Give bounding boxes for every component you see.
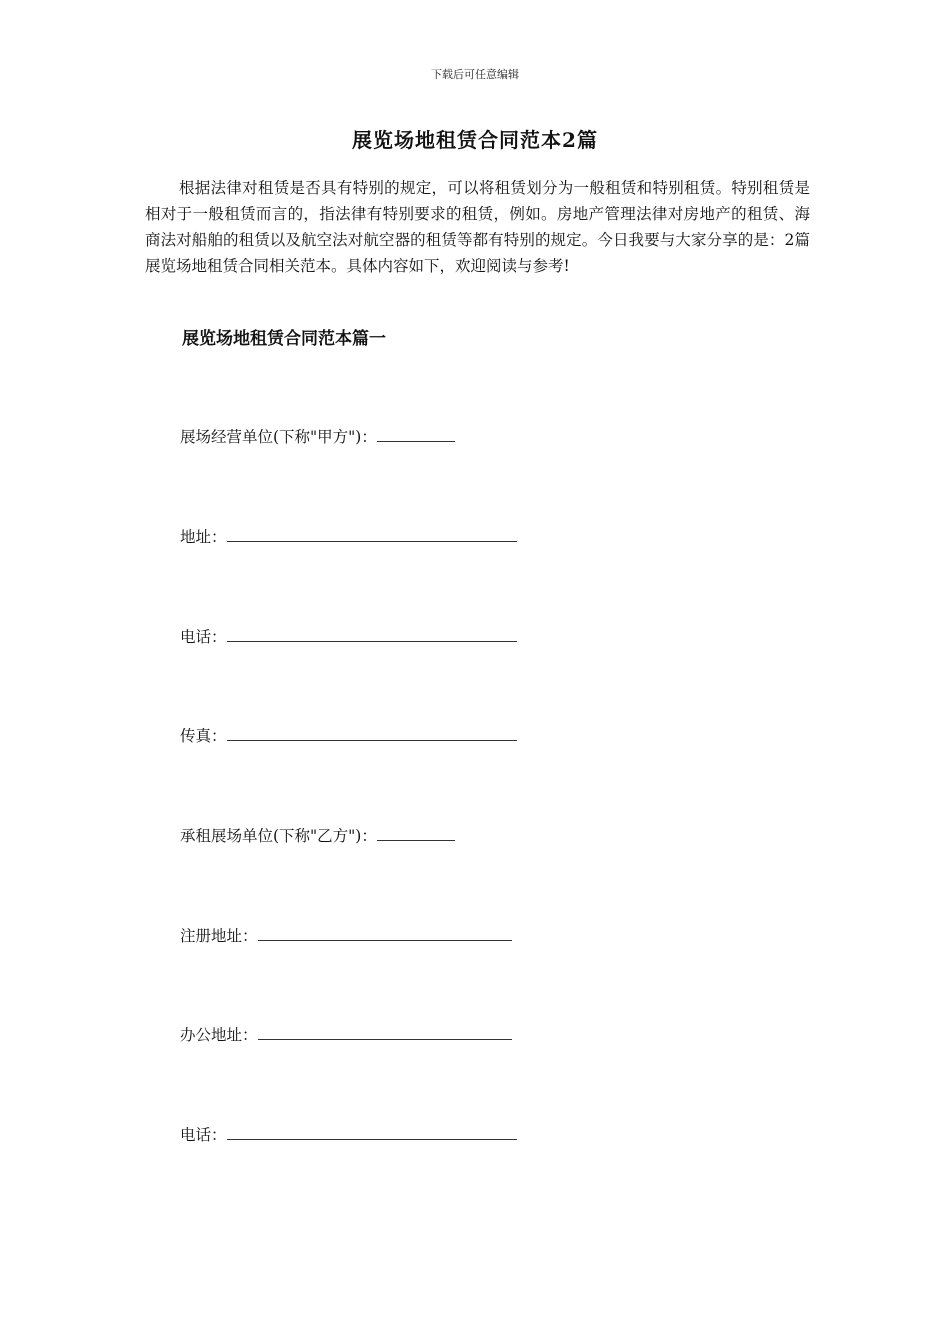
fill-in-blank[interactable] xyxy=(227,527,517,542)
field-lessor-unit xyxy=(180,425,455,447)
fill-in-blank[interactable] xyxy=(258,1025,512,1040)
field-lessee-unit xyxy=(180,824,455,846)
field-lessee-office-address xyxy=(180,1023,512,1045)
fill-in-blank[interactable] xyxy=(258,926,512,941)
document-title: 展览场地租赁合同范本2篇 xyxy=(352,128,598,152)
field-label: 办公地址： xyxy=(180,1026,258,1044)
field-label: 地址： xyxy=(180,528,227,546)
fill-in-blank[interactable] xyxy=(227,726,517,741)
field-label: 注册地址： xyxy=(180,927,258,945)
field-label: 展场经营单位(下称"甲方")： xyxy=(180,428,377,446)
field-label: 承租展场单位(下称"乙方")： xyxy=(180,827,377,845)
field-lessor-fax xyxy=(180,724,517,746)
fill-in-blank[interactable] xyxy=(227,627,517,642)
field-label: 电话： xyxy=(180,628,227,646)
field-lessee-phone xyxy=(180,1123,517,1145)
fill-in-blank[interactable] xyxy=(377,427,455,442)
field-label: 传真： xyxy=(180,727,227,745)
field-lessor-address xyxy=(180,525,517,547)
section-title: 展览场地租赁合同范本篇一 xyxy=(182,329,386,349)
download-note: 下载后可任意编辑 xyxy=(431,68,519,81)
fill-in-blank[interactable] xyxy=(227,1125,517,1140)
field-label: 电话： xyxy=(180,1126,227,1144)
field-lessee-registered-address xyxy=(180,924,512,946)
intro-paragraph: 根据法律对租赁是否具有特别的规定，可以将租赁划分为一般租赁和特别租赁。特别租赁是相对于一般租赁而言的，指法律有特别要求的租赁，例如。房地产管理法律对房地产的租赁、海商法对船舶的租赁以及航空法对航空器的租赁等都有特别的规定。今日我要与大家分享的是：2篇展览场地租赁合同相关范本。具体内容如下，欢迎阅读与参考! xyxy=(145,179,810,275)
field-lessor-phone xyxy=(180,625,517,647)
fill-in-blank[interactable] xyxy=(377,826,455,841)
